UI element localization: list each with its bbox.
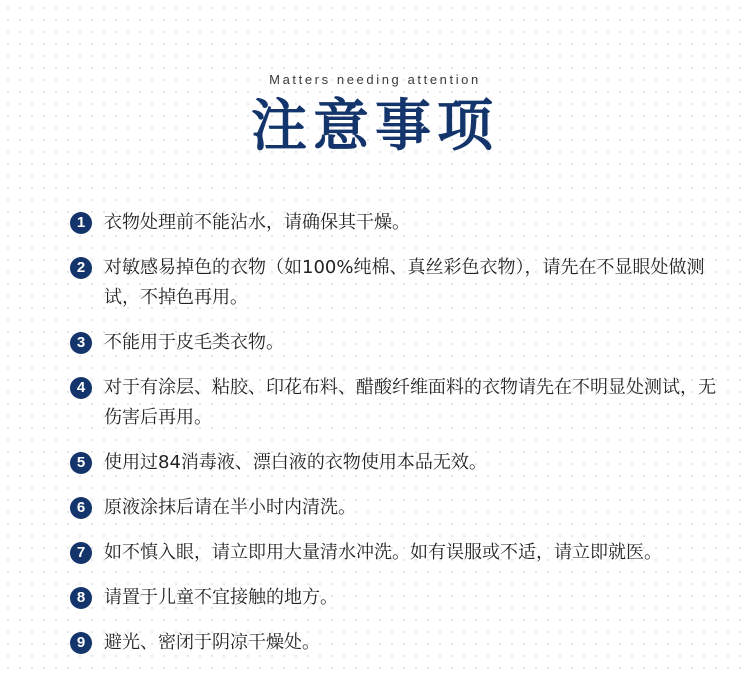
page-title: 注意事项 xyxy=(251,93,499,159)
number-badge: 1 xyxy=(70,212,92,234)
subtitle: Matters needing attention xyxy=(269,72,481,87)
notice-list xyxy=(70,208,730,673)
item-text: 对于有涂层、粘胶、印花布料、醋酸纤维面料的衣物请先在不明显处测试，无伤害后再用。 xyxy=(104,377,716,428)
number-badge: 4 xyxy=(70,377,92,399)
list-item xyxy=(70,628,730,658)
number-badge: 6 xyxy=(70,497,92,519)
list-item xyxy=(70,328,730,358)
item-text: 衣物处理前不能沾水，请确保其干燥。 xyxy=(104,212,410,233)
number-badge: 7 xyxy=(70,542,92,564)
item-text: 避光、密闭于阴凉干燥处。 xyxy=(104,632,320,653)
item-text: 原液涂抹后请在半小时内清洗。 xyxy=(104,497,356,518)
item-text: 如不慎入眼，请立即用大量清水冲洗。如有误服或不适，请立即就医。 xyxy=(104,542,662,563)
list-item xyxy=(70,253,730,313)
list-item xyxy=(70,538,730,568)
list-item xyxy=(70,208,730,238)
number-badge: 8 xyxy=(70,587,92,609)
list-item xyxy=(70,493,730,523)
item-text: 请置于儿童不宜接触的地方。 xyxy=(104,587,338,608)
item-text: 不能用于皮毛类衣物。 xyxy=(104,332,284,353)
item-text: 使用过84消毒液、漂白液的衣物使用本品无效。 xyxy=(104,452,487,473)
list-item xyxy=(70,583,730,613)
list-item xyxy=(70,448,730,478)
number-badge: 3 xyxy=(70,332,92,354)
number-badge: 9 xyxy=(70,632,92,654)
list-item xyxy=(70,373,730,433)
number-badge: 5 xyxy=(70,452,92,474)
item-text: 对敏感易掉色的衣物（如100%纯棉、真丝彩色衣物），请先在不显眼处做测试，不掉色再用。 xyxy=(104,257,705,308)
number-badge: 2 xyxy=(70,257,92,279)
